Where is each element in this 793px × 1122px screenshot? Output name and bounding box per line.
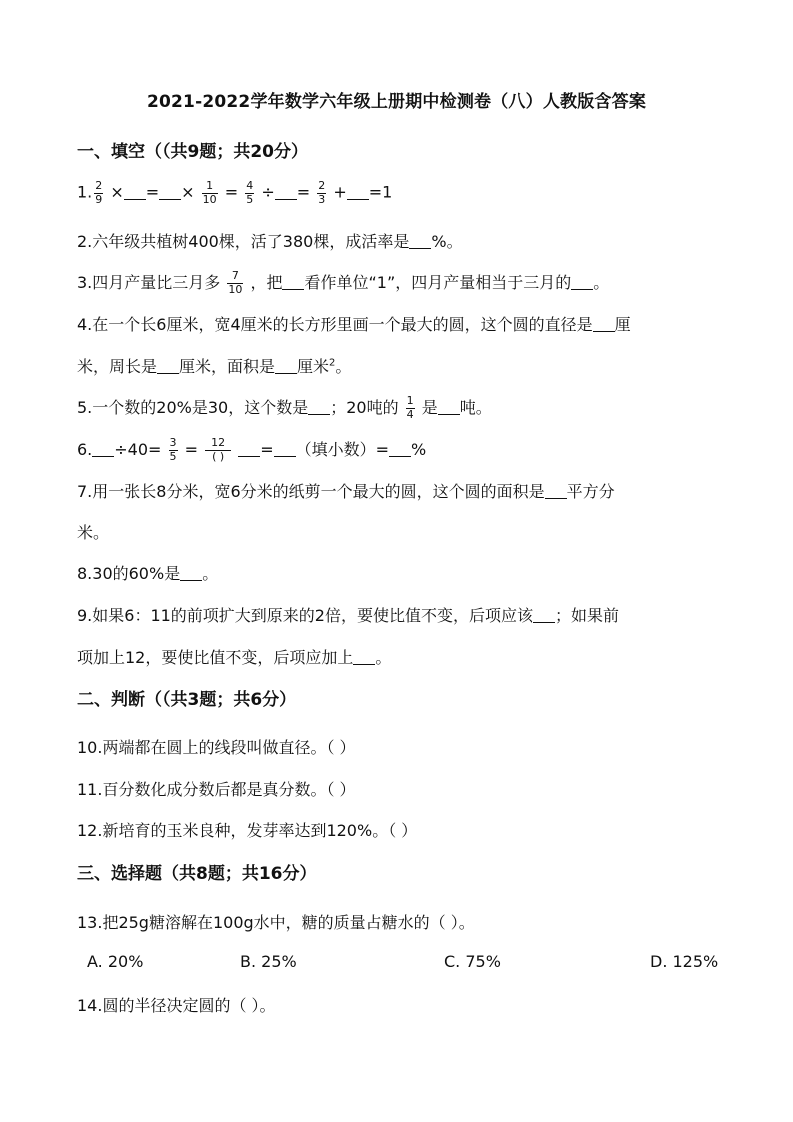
question-7-line-2: 米。 xyxy=(77,523,110,542)
option-d[interactable]: D. 125% xyxy=(650,952,719,971)
question-1: 1. $\frac{2}{9}$ × = × $\frac{1}{10}$ = $\frac{4}{5}$ ÷ = $\frac{2}{3}$ + =1 xyxy=(77,179,393,206)
option-a[interactable]: A. 20% xyxy=(87,952,144,971)
option-c[interactable]: C. 75% xyxy=(444,952,501,971)
answer-blank[interactable] xyxy=(347,183,369,200)
question-10: 10.两端都在圆上的线段叫做直径。（ ） xyxy=(77,738,356,757)
question-12: 12.新培育的玉米良种，发芽率达到120%。（ ） xyxy=(77,821,418,840)
answer-blank[interactable] xyxy=(571,273,593,290)
page-title: 2021-2022学年数学六年级上册期中检测卷（八）人教版含答案 xyxy=(146,92,647,112)
fraction: $\frac{3}{5}$ xyxy=(169,436,177,463)
answer-blank[interactable] xyxy=(238,440,260,457)
question-3: 3.四月产量比三月多 $\frac{7}{10}$ ，把 看作单位“1”，四月产量相当于三月的 。 xyxy=(77,269,610,296)
fraction: $\frac{4}{5}$ xyxy=(246,179,254,206)
answer-blank[interactable] xyxy=(533,606,555,623)
question-7-line-1: 7.用一张长8分米，宽6分米的纸剪一个最大的圆，这个圆的面积是 平方分 xyxy=(77,482,615,501)
fraction: $\frac{2}{3}$ xyxy=(318,179,326,206)
answer-blank[interactable] xyxy=(593,315,615,332)
fraction: $\frac{1}{10}$ xyxy=(202,179,217,206)
answer-blank[interactable] xyxy=(159,183,181,200)
option-b[interactable]: B. 25% xyxy=(240,952,297,971)
question-9-line-2: 项加上12，要使比值不变，后项应加上 。 xyxy=(77,648,392,667)
question-9-line-1: 9.如果6：11的前项扩大到原来的2倍，要使比值不变，后项应该 ；如果前 xyxy=(77,606,620,625)
answer-blank[interactable] xyxy=(282,273,304,290)
answer-blank[interactable] xyxy=(353,648,375,665)
question-4-line-1: 4.在一个长6厘米，宽4厘米的长方形里画一个最大的圆，这个圆的直径是 厘 xyxy=(77,315,631,334)
answer-blank[interactable] xyxy=(180,564,202,581)
question-8: 8.30的60%是 。 xyxy=(77,564,219,583)
answer-blank[interactable] xyxy=(92,440,114,457)
section-heading-true-false: 二、判断（（共3题；共6分） xyxy=(77,690,297,710)
answer-blank[interactable] xyxy=(275,357,297,374)
question-2: 2.六年级共植树400棵，活了380棵，成活率是 %。 xyxy=(77,232,463,251)
answer-blank[interactable] xyxy=(308,398,330,415)
question-13: 13.把25g糖溶解在100g水中，糖的质量占糖水的（ ）。 xyxy=(77,913,475,932)
answer-blank[interactable] xyxy=(389,440,411,457)
fraction: $\frac{1}{4}$ xyxy=(406,394,414,421)
fraction: $\frac{12}{( )}$ xyxy=(205,437,231,463)
answer-blank[interactable] xyxy=(545,482,567,499)
fraction: $\frac{7}{10}$ xyxy=(228,269,243,296)
question-4-line-2: 米，周长是 厘米，面积是 厘米$^2$。 xyxy=(77,357,352,376)
question-5: 5.一个数的20%是30，这个数是 ；20吨的 $\frac{1}{4}$ 是 吨。 xyxy=(77,394,492,421)
answer-blank[interactable] xyxy=(409,232,431,249)
question-6: 6. ÷40= $\frac{3}{5}$ = $\frac{12}{( )}$ = （填小数）= % xyxy=(77,436,427,463)
answer-blank[interactable] xyxy=(124,183,146,200)
section-heading-fill-in: 一、填空（（共9题；共20分） xyxy=(77,142,308,162)
answer-blank[interactable] xyxy=(275,183,297,200)
answer-blank[interactable] xyxy=(438,398,460,415)
fraction: $\frac{2}{9}$ xyxy=(95,179,103,206)
section-heading-multiple-choice: 三、选择题（共8题；共16分） xyxy=(77,864,317,884)
question-11: 11.百分数化成分数后都是真分数。（ ） xyxy=(77,780,356,799)
answer-blank[interactable] xyxy=(157,357,179,374)
question-14: 14.圆的半径决定圆的（ ）。 xyxy=(77,996,276,1015)
answer-blank[interactable] xyxy=(274,440,296,457)
